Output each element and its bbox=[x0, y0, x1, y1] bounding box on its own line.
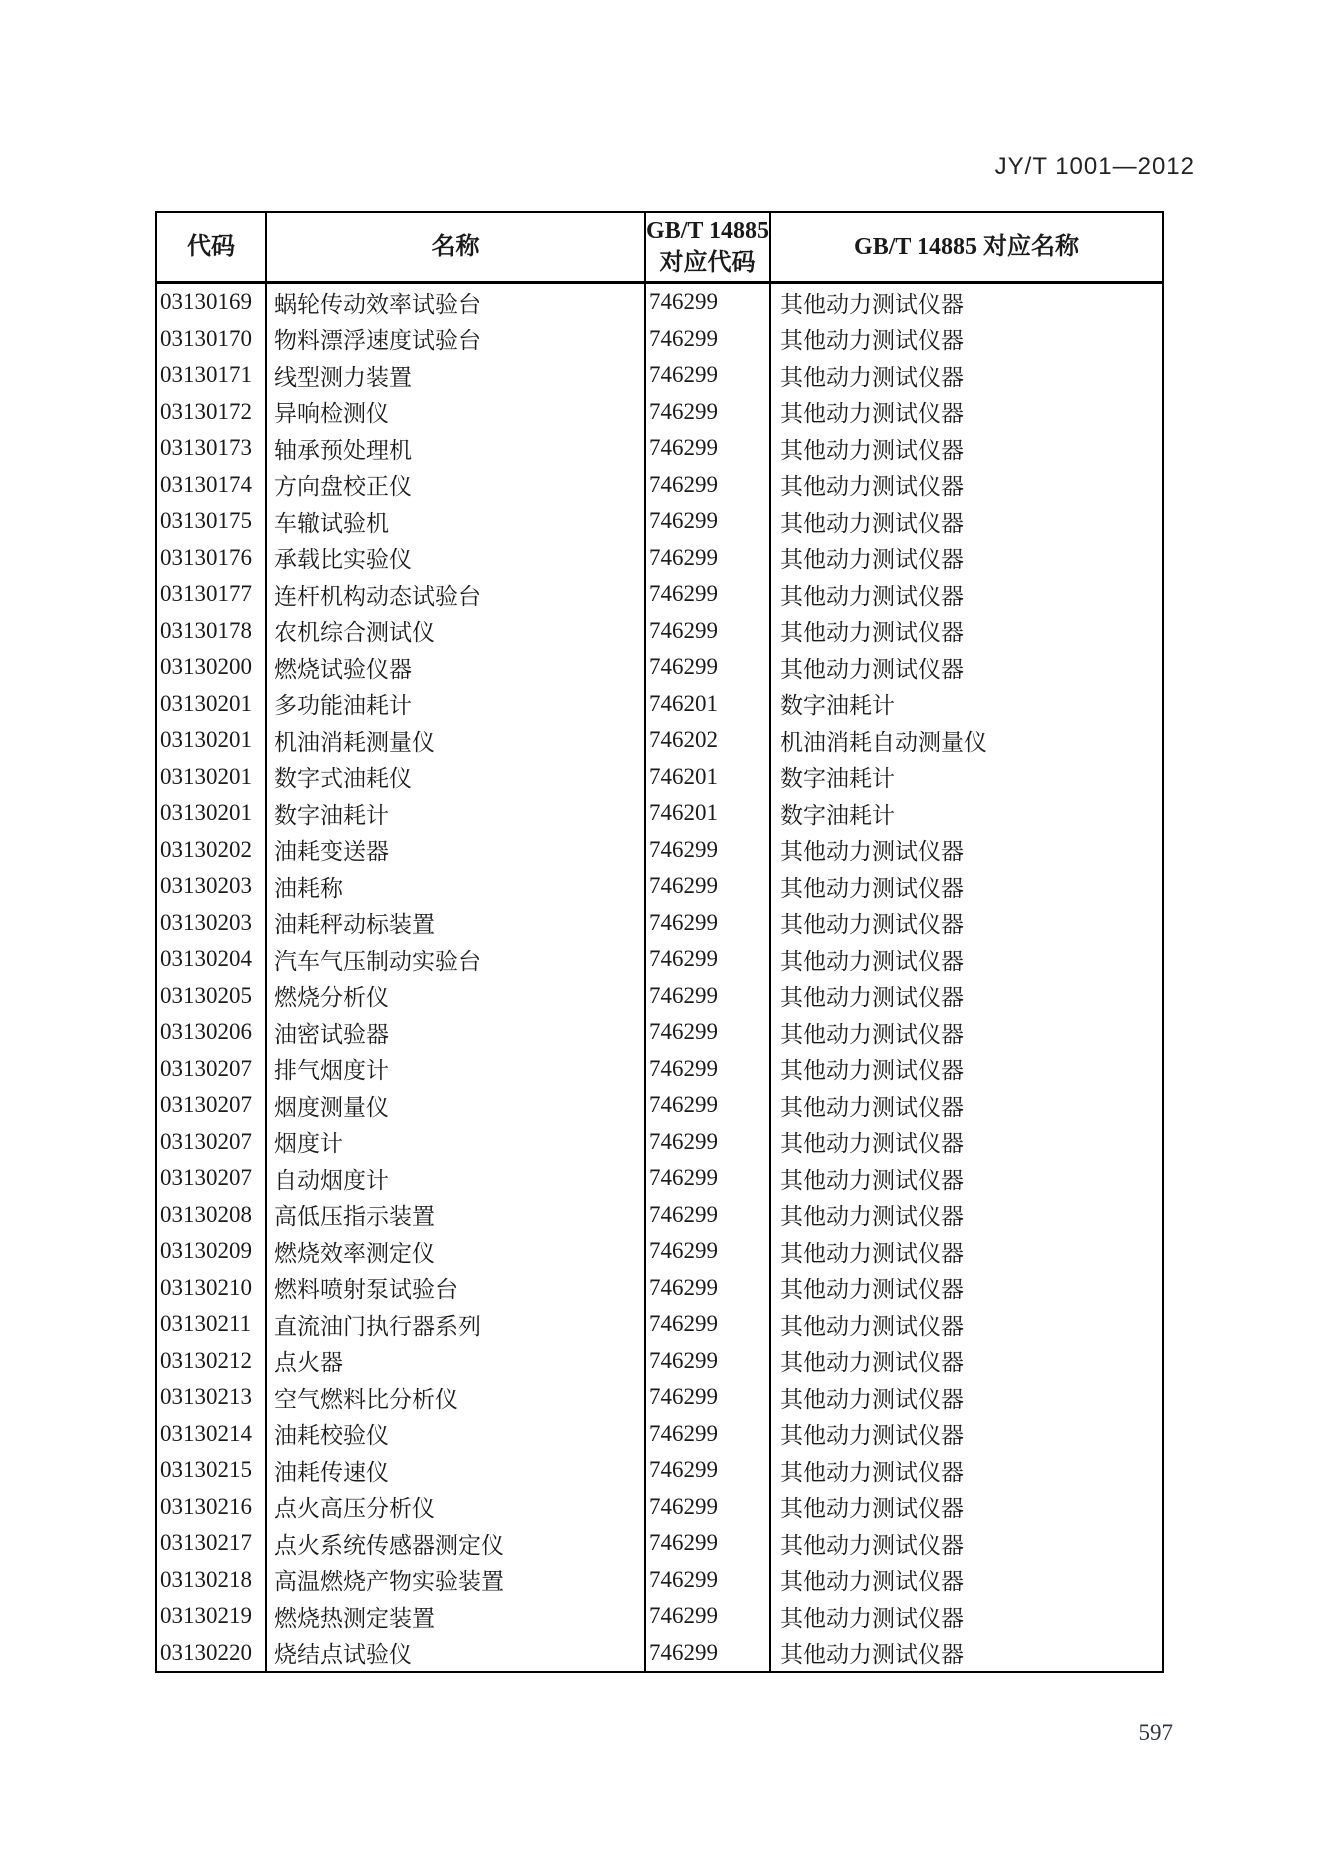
cell-gbt-name: 其他动力测试仪器 bbox=[780, 1350, 964, 1376]
table-row bbox=[157, 394, 1162, 431]
table-row bbox=[157, 978, 1162, 1015]
cell-gbt-name: 其他动力测试仪器 bbox=[780, 583, 964, 609]
cell-name: 油耗称 bbox=[267, 868, 646, 905]
table-row bbox=[157, 613, 1162, 650]
table-row bbox=[157, 941, 1162, 978]
cell-gbt-name: 其他动力测试仪器 bbox=[780, 401, 964, 427]
cell-name: 直流油门执行器系列 bbox=[267, 1306, 646, 1343]
cell-gbt-name: 其他动力测试仪器 bbox=[780, 364, 964, 390]
table-row bbox=[157, 430, 1162, 467]
cell-gbt-name: 其他动力测试仪器 bbox=[780, 1058, 964, 1084]
cell-gbt-name: 其他动力测试仪器 bbox=[780, 839, 964, 865]
header-gbt-code-line1: GB/T 14885 bbox=[646, 218, 769, 244]
cell-name: 高温燃烧产物实验装置 bbox=[267, 1562, 646, 1599]
header-code-label: 代码 bbox=[187, 234, 235, 260]
cell-code: 03130210 bbox=[157, 1270, 267, 1307]
table-header-row bbox=[157, 213, 1162, 284]
table-row bbox=[157, 540, 1162, 577]
cell-name: 连杆机构动态试验台 bbox=[267, 576, 646, 613]
table-row bbox=[157, 1051, 1162, 1088]
cell-gbt-name: 其他动力测试仪器 bbox=[780, 1569, 964, 1595]
cell-gbt-code: 746299 bbox=[646, 941, 771, 978]
cell-code: 03130178 bbox=[157, 613, 267, 650]
cell-gbt-name: 其他动力测试仪器 bbox=[780, 948, 964, 974]
cell-gbt-name: 其他动力测试仪器 bbox=[780, 1131, 964, 1157]
cell-name: 排气烟度计 bbox=[267, 1051, 646, 1088]
table-row bbox=[157, 759, 1162, 796]
cell-gbt-code: 746299 bbox=[646, 394, 771, 431]
cell-gbt-code: 746299 bbox=[646, 1160, 771, 1197]
cell-gbt-code: 746299 bbox=[646, 1598, 771, 1635]
cell-name: 车辙试验机 bbox=[267, 503, 646, 540]
cell-gbt-code: 746299 bbox=[646, 1525, 771, 1562]
cell-gbt-code: 746299 bbox=[646, 868, 771, 905]
table-row bbox=[157, 1452, 1162, 1489]
cell-name: 点火高压分析仪 bbox=[267, 1489, 646, 1526]
cell-name: 油耗校验仪 bbox=[267, 1416, 646, 1453]
table-row bbox=[157, 1525, 1162, 1562]
table-row bbox=[157, 1635, 1162, 1672]
cell-gbt-code: 746299 bbox=[646, 1562, 771, 1599]
table-row bbox=[157, 722, 1162, 759]
cell-gbt-code: 746299 bbox=[646, 284, 771, 321]
cell-name: 高低压指示装置 bbox=[267, 1197, 646, 1234]
table-row bbox=[157, 1270, 1162, 1307]
cell-name: 燃烧分析仪 bbox=[267, 978, 646, 1015]
cell-name: 自动烟度计 bbox=[267, 1160, 646, 1197]
cell-name: 油密试验器 bbox=[267, 1014, 646, 1051]
cell-gbt-code: 746299 bbox=[646, 1233, 771, 1270]
table-row bbox=[157, 1233, 1162, 1270]
doc-reference: JY/T 1001—2012 bbox=[994, 153, 1195, 180]
cell-gbt-name: 其他动力测试仪器 bbox=[780, 328, 964, 354]
cell-code: 03130202 bbox=[157, 832, 267, 869]
cell-name: 空气燃料比分析仪 bbox=[267, 1379, 646, 1416]
table-row bbox=[157, 686, 1162, 723]
cell-gbt-code: 746299 bbox=[646, 1343, 771, 1380]
table-row bbox=[157, 1416, 1162, 1453]
cell-name: 蜗轮传动效率试验台 bbox=[267, 284, 646, 321]
cell-gbt-name: 其他动力测试仪器 bbox=[780, 912, 964, 938]
cell-gbt-name: 其他动力测试仪器 bbox=[780, 437, 964, 463]
cell-gbt-code: 746299 bbox=[646, 1197, 771, 1234]
cell-gbt-code: 746299 bbox=[646, 649, 771, 686]
cell-name: 异响检测仪 bbox=[267, 394, 646, 431]
cell-gbt-name: 其他动力测试仪器 bbox=[780, 1532, 964, 1558]
cell-code: 03130212 bbox=[157, 1343, 267, 1380]
cell-gbt-name: 其他动力测试仪器 bbox=[780, 1496, 964, 1522]
cell-gbt-code: 746202 bbox=[646, 722, 771, 759]
cell-code: 03130211 bbox=[157, 1306, 267, 1343]
cell-name: 数字式油耗仪 bbox=[267, 759, 646, 796]
table-row bbox=[157, 321, 1162, 358]
cell-gbt-name: 其他动力测试仪器 bbox=[780, 1386, 964, 1412]
cell-gbt-name: 其他动力测试仪器 bbox=[780, 1313, 964, 1339]
cell-code: 03130203 bbox=[157, 868, 267, 905]
table-row bbox=[157, 1343, 1162, 1380]
cell-gbt-code: 746299 bbox=[646, 430, 771, 467]
cell-code: 03130205 bbox=[157, 978, 267, 1015]
cell-name: 烟度计 bbox=[267, 1124, 646, 1161]
table-row bbox=[157, 1124, 1162, 1161]
cell-code: 03130176 bbox=[157, 540, 267, 577]
cell-gbt-name: 其他动力测试仪器 bbox=[780, 1167, 964, 1193]
table-row bbox=[157, 1014, 1162, 1051]
cell-code: 03130214 bbox=[157, 1416, 267, 1453]
cell-gbt-code: 746299 bbox=[646, 613, 771, 650]
cell-gbt-code: 746201 bbox=[646, 686, 771, 723]
table-row bbox=[157, 284, 1162, 321]
cell-name: 油耗变送器 bbox=[267, 832, 646, 869]
cell-name: 多功能油耗计 bbox=[267, 686, 646, 723]
cell-name: 农机综合测试仪 bbox=[267, 613, 646, 650]
cell-gbt-code: 746299 bbox=[646, 321, 771, 358]
table-row bbox=[157, 1562, 1162, 1599]
table-row bbox=[157, 832, 1162, 869]
cell-gbt-code: 746201 bbox=[646, 759, 771, 796]
cell-gbt-name: 其他动力测试仪器 bbox=[780, 1094, 964, 1120]
cell-gbt-name: 其他动力测试仪器 bbox=[780, 656, 964, 682]
cell-gbt-name: 其他动力测试仪器 bbox=[780, 1642, 964, 1668]
cell-gbt-code: 746299 bbox=[646, 1270, 771, 1307]
cell-code: 03130217 bbox=[157, 1525, 267, 1562]
cell-gbt-code: 746201 bbox=[646, 795, 771, 832]
table-row bbox=[157, 795, 1162, 832]
cell-gbt-name: 其他动力测试仪器 bbox=[780, 985, 964, 1011]
cell-code: 03130207 bbox=[157, 1160, 267, 1197]
cell-gbt-code: 746299 bbox=[646, 1306, 771, 1343]
cell-gbt-code: 746299 bbox=[646, 1489, 771, 1526]
cell-gbt-name: 其他动力测试仪器 bbox=[780, 1240, 964, 1266]
cell-code: 03130201 bbox=[157, 795, 267, 832]
cell-gbt-code: 746299 bbox=[646, 467, 771, 504]
cell-code: 03130201 bbox=[157, 686, 267, 723]
cell-gbt-name: 其他动力测试仪器 bbox=[780, 1605, 964, 1631]
cell-name: 燃烧热测定装置 bbox=[267, 1598, 646, 1635]
cell-gbt-code: 746299 bbox=[646, 1087, 771, 1124]
cell-gbt-name: 其他动力测试仪器 bbox=[780, 1459, 964, 1485]
cell-gbt-code: 746299 bbox=[646, 1051, 771, 1088]
table-row bbox=[157, 1087, 1162, 1124]
cell-gbt-code: 746299 bbox=[646, 1014, 771, 1051]
cell-name: 燃烧效率测定仪 bbox=[267, 1233, 646, 1270]
cell-name: 线型测力装置 bbox=[267, 357, 646, 394]
cell-gbt-code: 746299 bbox=[646, 540, 771, 577]
cell-code: 03130206 bbox=[157, 1014, 267, 1051]
cell-name: 燃料喷射泵试验台 bbox=[267, 1270, 646, 1307]
cell-code: 03130216 bbox=[157, 1489, 267, 1526]
header-gbt-code-line2: 对应代码 bbox=[659, 250, 756, 276]
cell-gbt-name: 其他动力测试仪器 bbox=[780, 1423, 964, 1449]
cell-name: 轴承预处理机 bbox=[267, 430, 646, 467]
cell-gbt-code: 746299 bbox=[646, 1452, 771, 1489]
cell-code: 03130169 bbox=[157, 284, 267, 321]
cell-gbt-name: 其他动力测试仪器 bbox=[780, 510, 964, 536]
cell-gbt-name: 数字油耗计 bbox=[780, 693, 895, 719]
cell-gbt-code: 746299 bbox=[646, 503, 771, 540]
cell-code: 03130220 bbox=[157, 1635, 267, 1672]
table-row bbox=[157, 357, 1162, 394]
cell-code: 03130203 bbox=[157, 905, 267, 942]
page-number: 597 bbox=[1138, 1720, 1173, 1745]
cell-name: 点火系统传感器测定仪 bbox=[267, 1525, 646, 1562]
cell-code: 03130173 bbox=[157, 430, 267, 467]
table-row bbox=[157, 1160, 1162, 1197]
cell-name: 烟度测量仪 bbox=[267, 1087, 646, 1124]
cell-code: 03130172 bbox=[157, 394, 267, 431]
cell-gbt-code: 746299 bbox=[646, 905, 771, 942]
code-mapping-table bbox=[155, 211, 1164, 1673]
cell-code: 03130213 bbox=[157, 1379, 267, 1416]
cell-code: 03130207 bbox=[157, 1051, 267, 1088]
cell-code: 03130215 bbox=[157, 1452, 267, 1489]
cell-code: 03130174 bbox=[157, 467, 267, 504]
cell-code: 03130218 bbox=[157, 1562, 267, 1599]
cell-gbt-code: 746299 bbox=[646, 357, 771, 394]
cell-name: 汽车气压制动实验台 bbox=[267, 941, 646, 978]
cell-gbt-name: 数字油耗计 bbox=[780, 802, 895, 828]
table-row bbox=[157, 1306, 1162, 1343]
cell-gbt-code: 746299 bbox=[646, 1416, 771, 1453]
table-body bbox=[157, 284, 1162, 1671]
cell-gbt-code: 746299 bbox=[646, 978, 771, 1015]
cell-code: 03130207 bbox=[157, 1124, 267, 1161]
table-row bbox=[157, 905, 1162, 942]
cell-name: 数字油耗计 bbox=[267, 795, 646, 832]
cell-gbt-name: 其他动力测试仪器 bbox=[780, 875, 964, 901]
cell-name: 点火器 bbox=[267, 1343, 646, 1380]
header-gbt-name bbox=[771, 213, 1162, 281]
cell-name: 油耗传速仪 bbox=[267, 1452, 646, 1489]
cell-name: 承载比实验仪 bbox=[267, 540, 646, 577]
header-name-label: 名称 bbox=[431, 234, 480, 260]
cell-code: 03130170 bbox=[157, 321, 267, 358]
cell-name: 油耗秤动标装置 bbox=[267, 905, 646, 942]
table-row bbox=[157, 649, 1162, 686]
header-gbt-code bbox=[646, 213, 771, 281]
table-row bbox=[157, 1379, 1162, 1416]
table-row bbox=[157, 467, 1162, 504]
cell-code: 03130209 bbox=[157, 1233, 267, 1270]
cell-gbt-code: 746299 bbox=[646, 1124, 771, 1161]
cell-gbt-code: 746299 bbox=[646, 832, 771, 869]
cell-gbt-code: 746299 bbox=[646, 1379, 771, 1416]
header-gbt-name-label: GB/T 14885 对应名称 bbox=[854, 234, 1079, 260]
cell-code: 03130200 bbox=[157, 649, 267, 686]
cell-gbt-name: 其他动力测试仪器 bbox=[780, 1204, 964, 1230]
cell-gbt-name: 其他动力测试仪器 bbox=[780, 291, 964, 317]
cell-gbt-name: 其他动力测试仪器 bbox=[780, 474, 964, 500]
cell-code: 03130201 bbox=[157, 759, 267, 796]
cell-code: 03130171 bbox=[157, 357, 267, 394]
cell-code: 03130208 bbox=[157, 1197, 267, 1234]
table-row bbox=[157, 503, 1162, 540]
table-row bbox=[157, 1598, 1162, 1635]
cell-code: 03130207 bbox=[157, 1087, 267, 1124]
cell-gbt-code: 746299 bbox=[646, 1635, 771, 1672]
cell-name: 机油消耗测量仪 bbox=[267, 722, 646, 759]
cell-gbt-name: 数字油耗计 bbox=[780, 766, 895, 792]
table-row bbox=[157, 868, 1162, 905]
cell-gbt-name: 其他动力测试仪器 bbox=[780, 1277, 964, 1303]
cell-gbt-name: 其他动力测试仪器 bbox=[780, 1021, 964, 1047]
header-name bbox=[267, 213, 646, 281]
header-code bbox=[157, 213, 267, 281]
cell-code: 03130219 bbox=[157, 1598, 267, 1635]
cell-gbt-name: 机油消耗自动测量仪 bbox=[780, 729, 987, 755]
cell-code: 03130175 bbox=[157, 503, 267, 540]
cell-gbt-name: 其他动力测试仪器 bbox=[780, 547, 964, 573]
cell-name: 燃烧试验仪器 bbox=[267, 649, 646, 686]
table-row bbox=[157, 1197, 1162, 1234]
cell-name: 物料漂浮速度试验台 bbox=[267, 321, 646, 358]
table-row bbox=[157, 1489, 1162, 1526]
cell-gbt-code: 746299 bbox=[646, 576, 771, 613]
cell-code: 03130177 bbox=[157, 576, 267, 613]
cell-name: 方向盘校正仪 bbox=[267, 467, 646, 504]
cell-code: 03130201 bbox=[157, 722, 267, 759]
table-row bbox=[157, 576, 1162, 613]
cell-name: 烧结点试验仪 bbox=[267, 1635, 646, 1672]
cell-code: 03130204 bbox=[157, 941, 267, 978]
cell-gbt-name: 其他动力测试仪器 bbox=[780, 620, 964, 646]
